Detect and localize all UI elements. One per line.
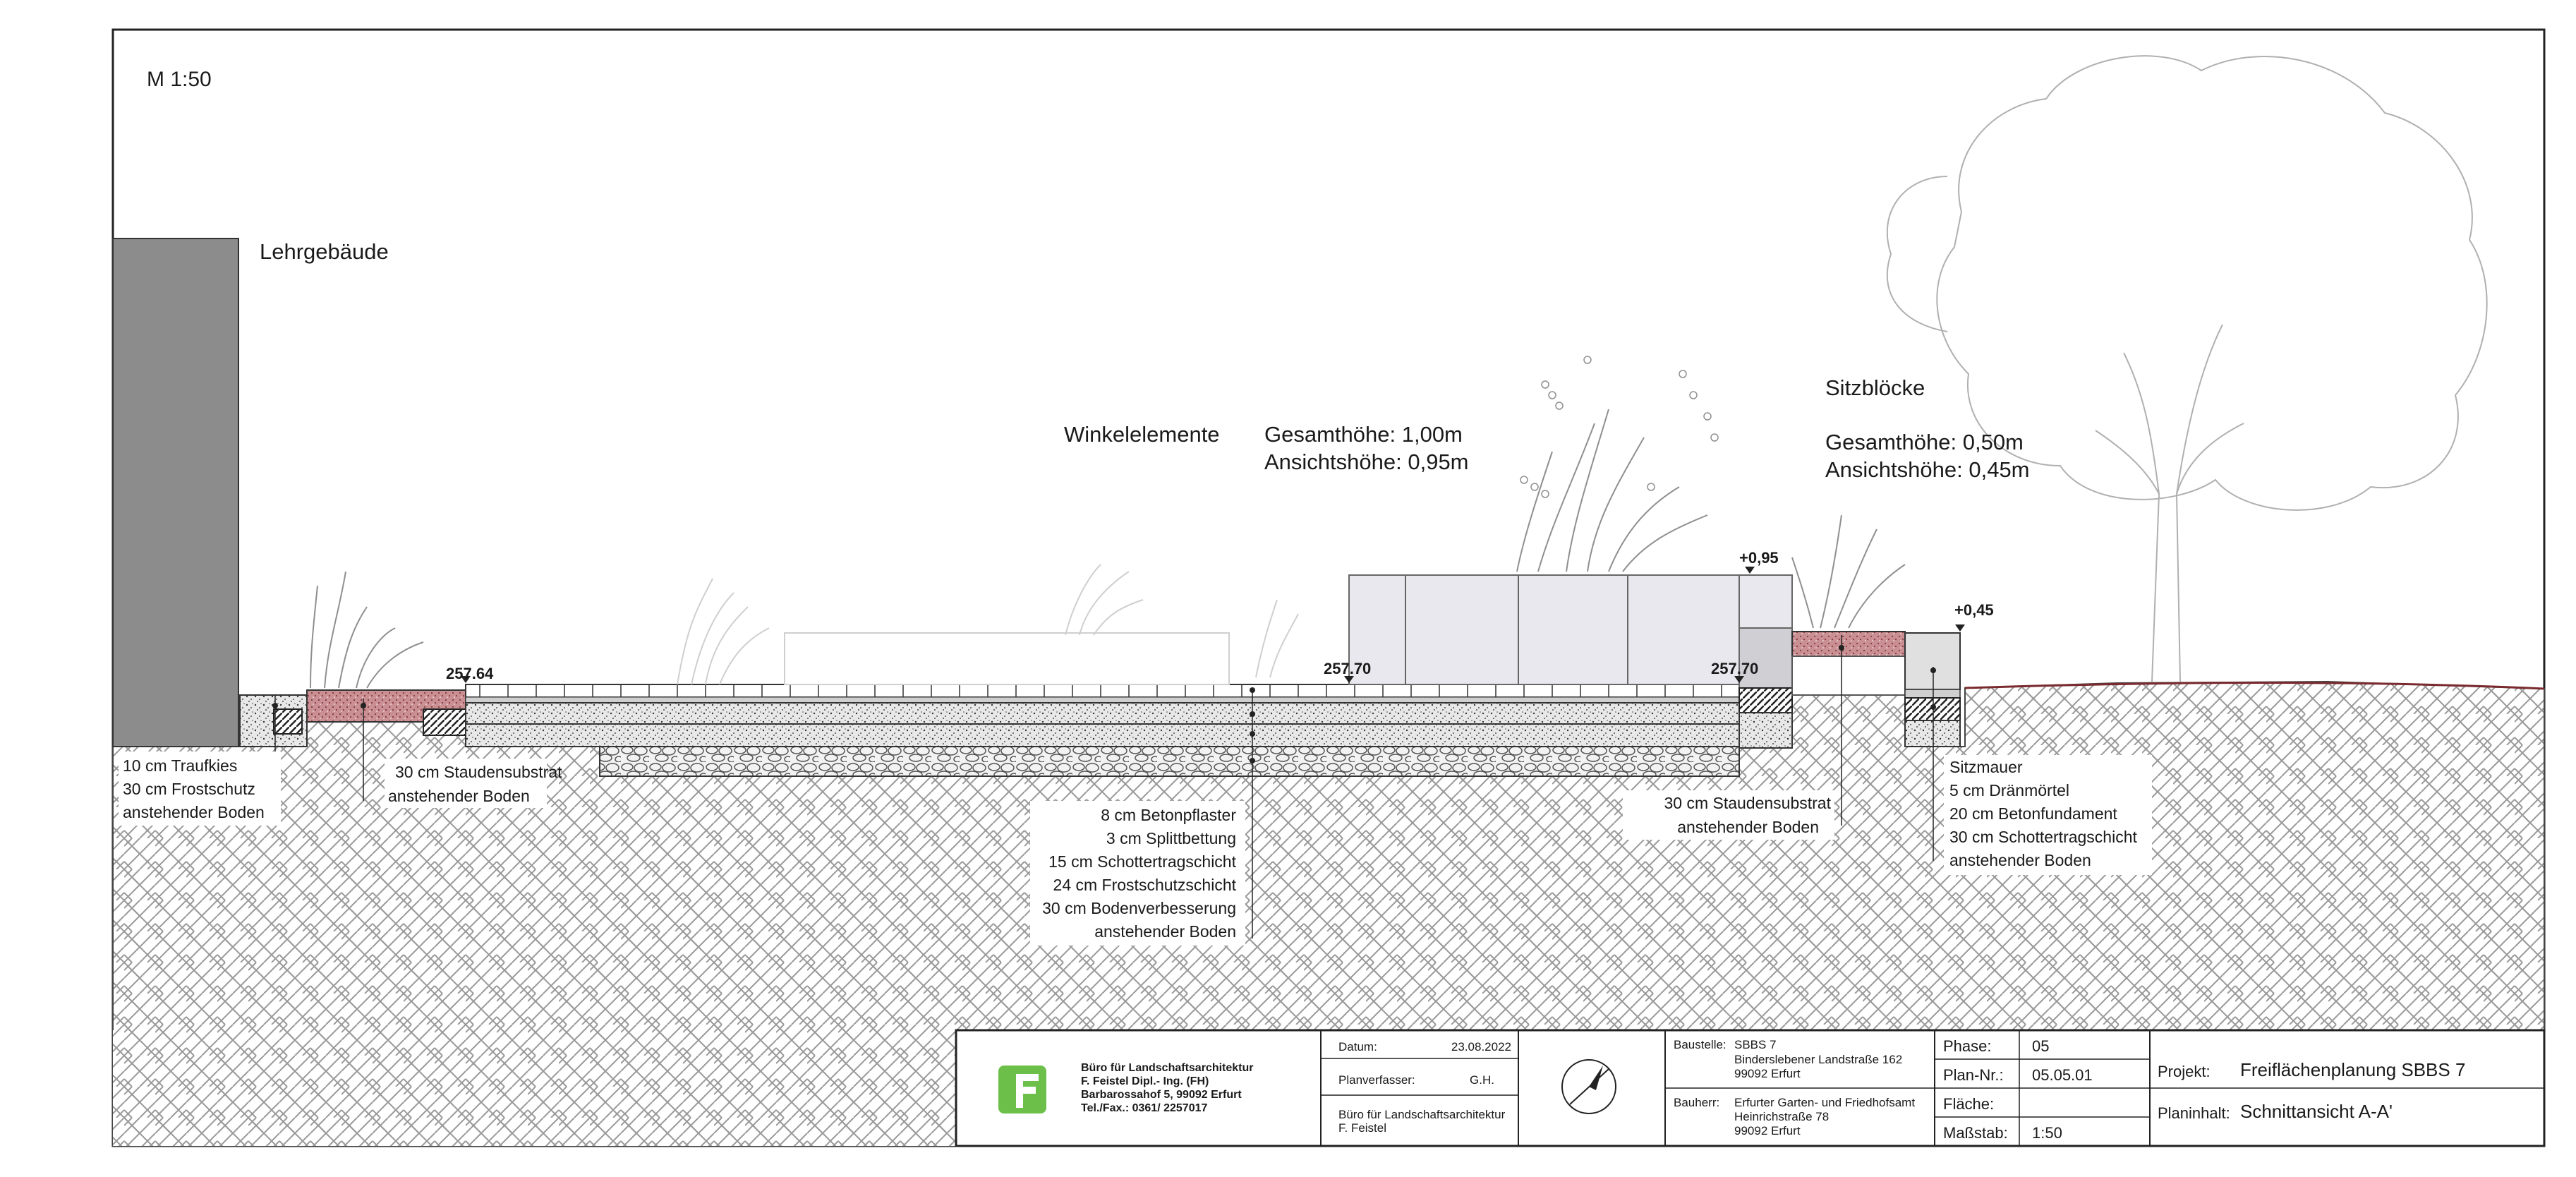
date-label: Datum: <box>1338 1040 1377 1054</box>
office-name: Büro für Landschaftsarchitektur <box>1081 1062 1254 1074</box>
building-wall <box>113 239 238 747</box>
layer-text: 15 cm Schottertragschicht <box>1048 852 1236 871</box>
client-label: Bauherr: <box>1674 1096 1720 1109</box>
angle-elements-height-total: Gesamthöhe: 1,00m <box>1264 422 1463 447</box>
layer-labels-seat-wall <box>1944 755 2152 875</box>
phase-value: 05 <box>2032 1037 2050 1055</box>
elevation-label-2: 257.70 <box>1324 660 1372 677</box>
layer-labels-drip-edge <box>119 752 281 826</box>
angle-elements-title: Winkelelemente <box>1064 422 1220 447</box>
layer-labels-planting-right <box>1623 790 1834 840</box>
subsoil-under-titleblock <box>113 1030 956 1146</box>
office-phone: Tel./Fax.: 0361/ 2257017 <box>1081 1102 1208 1114</box>
office-address: Barbarossahof 5, 99092 Erfurt <box>1081 1089 1242 1101</box>
seat-blocks-height-total: Gesamthöhe: 0,50m <box>1825 430 2024 454</box>
layer-text: Sitzmauer <box>1949 758 2023 776</box>
paving-layer <box>466 684 1739 697</box>
layer-text: 30 cm Bodenverbesserung <box>1042 899 1236 917</box>
phase-label: Phase: <box>1943 1037 1992 1055</box>
site-line-2: Binderslebener Landstraße 162 <box>1734 1053 1903 1066</box>
elevation-label-4: +0,95 <box>1739 549 1779 567</box>
layer-text: 30 cm Staudensubstrat <box>1664 794 1831 812</box>
seat-blocks-height-view: Ansichtshöhe: 0,45m <box>1825 457 2030 482</box>
layer-text: 3 cm Splittbettung <box>1106 829 1236 847</box>
scale-block-label: Maßstab: <box>1943 1124 2008 1142</box>
layer-text: anstehender Boden <box>1677 818 1819 836</box>
site-label: Baustelle: <box>1674 1038 1727 1051</box>
content-label: Planinhalt: <box>2158 1104 2230 1122</box>
office-logo-icon <box>998 1066 1046 1113</box>
date-value: 23.08.2022 <box>1451 1040 1511 1054</box>
elevation-label-5: +0,45 <box>1954 601 1994 619</box>
tree <box>1887 56 2487 682</box>
frost-layer <box>466 724 1739 747</box>
author-office-1: Büro für Landschaftsarchitektur <box>1338 1108 1506 1121</box>
layer-text: 8 cm Betonpflaster <box>1101 806 1236 824</box>
client-line-1: Erfurter Garten- und Friedhofsamt <box>1734 1096 1916 1109</box>
site-line-1: SBBS 7 <box>1734 1038 1777 1051</box>
layer-text: anstehender Boden <box>123 803 265 821</box>
layer-text: anstehender Boden <box>1094 922 1236 941</box>
layer-text: 30 cm Frostschutz <box>123 780 255 798</box>
layer-text: 20 cm Betonfundament <box>1949 804 2117 823</box>
soil-improvement-layer <box>600 747 1739 776</box>
author-value: G.H. <box>1470 1073 1494 1087</box>
project-label: Projekt: <box>2158 1063 2211 1080</box>
layer-labels-planting-left <box>385 759 562 808</box>
planting-bed-right-slope <box>1792 656 1905 695</box>
bedding-layer <box>466 697 1739 703</box>
site-line-3: 99092 Erfurt <box>1734 1067 1801 1080</box>
author-office-2: F. Feistel <box>1338 1121 1387 1135</box>
angle-elements-height-view: Ansichtshöhe: 0,95m <box>1264 449 1469 474</box>
area-label: Fläche: <box>1943 1095 1995 1113</box>
planting-bed-right <box>1792 632 1905 656</box>
author-label: Planverfasser: <box>1338 1073 1415 1087</box>
office-owner: F. Feistel Dipl.- Ing. (FH) <box>1081 1075 1209 1087</box>
content-value: Schnittansicht A-A' <box>2240 1101 2393 1122</box>
elevation-label-3: 257.70 <box>1711 660 1759 677</box>
layer-text: 24 cm Frostschutzschicht <box>1053 876 1236 894</box>
plan-no-label: Plan-Nr.: <box>1943 1066 2004 1084</box>
edge-curb-left <box>274 709 302 734</box>
seat-block <box>1905 633 1960 747</box>
layer-text: anstehender Boden <box>1949 851 2091 869</box>
building-label: Lehrgebäude <box>260 239 389 264</box>
plan-no-value: 05.05.01 <box>2032 1066 2093 1084</box>
seat-blocks-title: Sitzblöcke <box>1825 375 1925 400</box>
layer-text: 30 cm Staudensubstrat <box>395 763 562 781</box>
client-line-2: Heinrichstraße 78 <box>1734 1110 1830 1123</box>
project-value: Freiflächenplanung SBBS 7 <box>2240 1059 2466 1080</box>
flower-dots <box>1520 356 1718 497</box>
layer-text: anstehender Boden <box>388 787 530 805</box>
client-line-3: 99092 Erfurt <box>1734 1124 1801 1137</box>
scale-label: M 1:50 <box>147 68 212 91</box>
layer-text: 5 cm Dränmörtel <box>1949 781 2069 799</box>
layer-labels-paving <box>1030 801 1245 946</box>
scale-block-value: 1:50 <box>2032 1124 2062 1142</box>
layer-text: 30 cm Schottertragschicht <box>1949 828 2137 846</box>
layer-text: 10 cm Traufkies <box>123 756 238 775</box>
base-course-layer <box>466 703 1739 724</box>
elevation-label-1: 257.64 <box>446 665 494 682</box>
background-plants-faint <box>677 565 1298 684</box>
